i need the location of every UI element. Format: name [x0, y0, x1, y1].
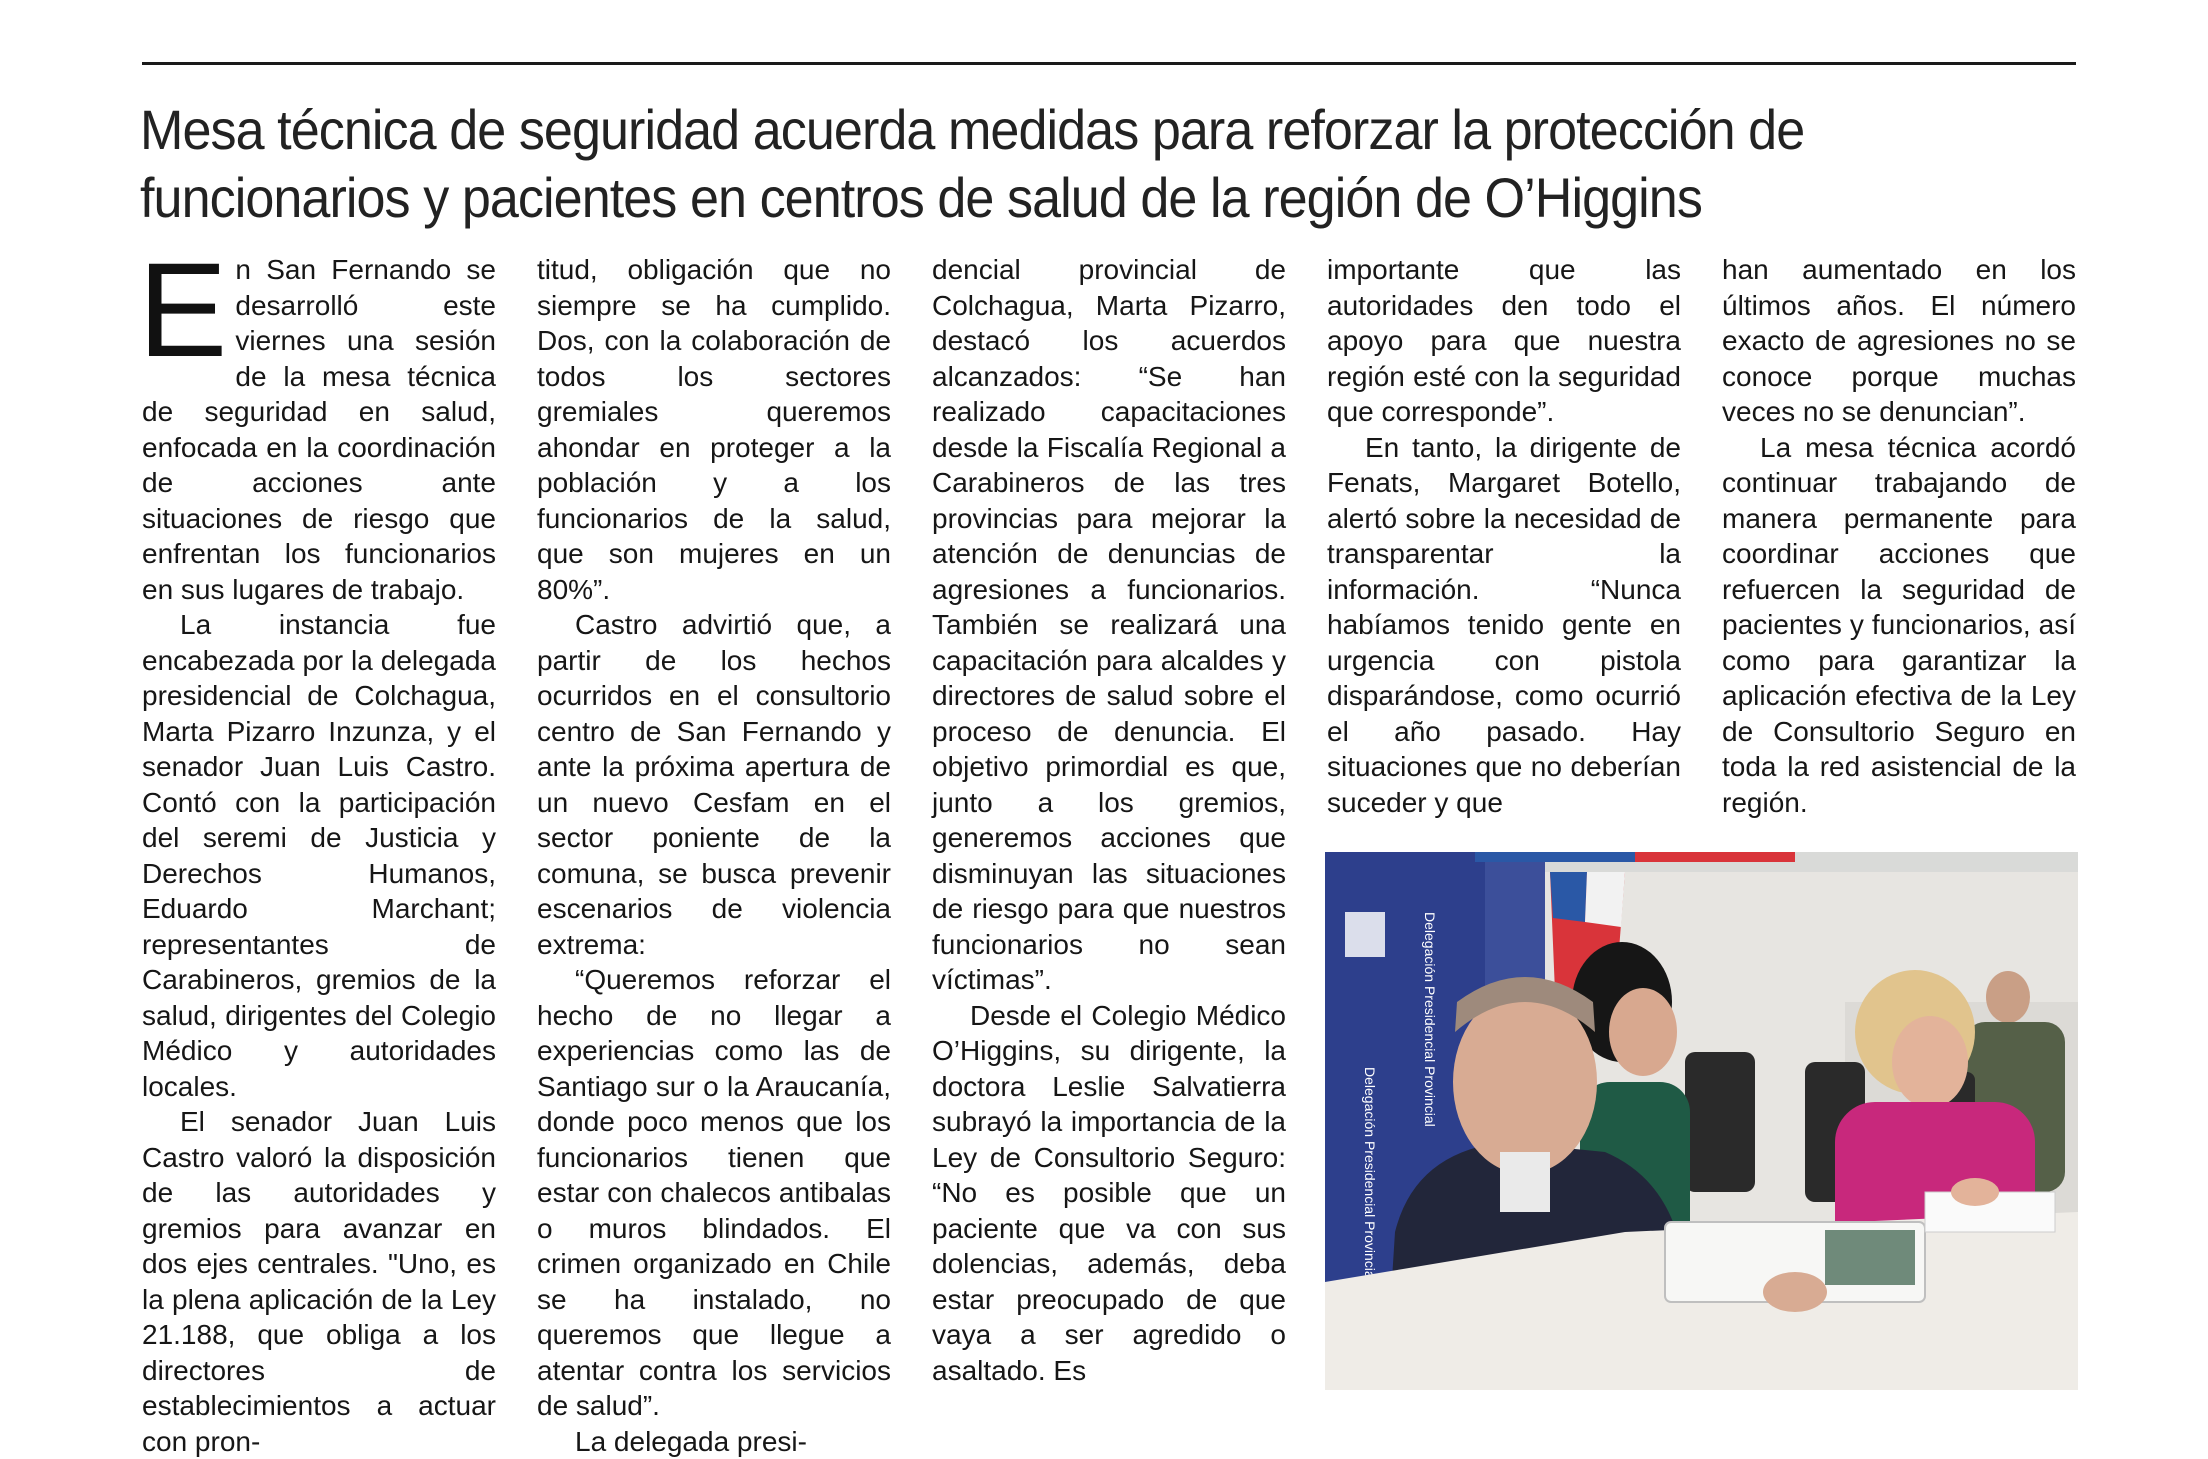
- meeting-photo-illustration: [1325, 852, 2078, 1390]
- paragraph: “Queremos reforzar el hecho de no llegar a experiencias como las de Santiago sur o la Araucanía, donde poco menos que los funcionarios tienen que estar con chalecos antibalas o muros blindados. El crimen organizado en Chile se ha instalado, no queremos que llegue a atentar contra los servicios de salud”.: [537, 962, 891, 1424]
- paragraph: La mesa técnica acordó continuar trabajando de manera permanente para coordinar acciones que refuercen la seguridad de pacientes y funcionarios, así como para garantizar la aplicación efectiva de la Ley de Consultorio Seguro en toda la red asistencial de la región.: [1722, 430, 2076, 821]
- paragraph: importante que las autoridades den todo el apoyo para que nuestra región esté con la seguridad que corresponde”.: [1327, 252, 1681, 430]
- paragraph: dencial provincial de Colchagua, Marta Pizarro, destacó los acuerdos alcanzados: “Se han realizado capacitaciones desde la Fiscalía Regional a Carabineros de las tres provincias para mejorar la atención de denuncias de agresiones a funcionarios. También se realizará una capacitación para alcaldes y directores de salud sobre el proceso de denuncia. El objetivo primordial es que, junto a los gremios, generemos acciones que disminuyan las situaciones de riesgo para que nuestros funcionarios no sean víctimas”.: [932, 252, 1286, 998]
- drop-cap: E: [138, 258, 227, 364]
- text-column-4: [1327, 252, 1681, 820]
- paragraph: han aumentado en los últimos años. El número exacto de agresiones no se conoce porque muchas veces no se denuncian”.: [1722, 252, 2076, 430]
- paragraph: En tanto, la dirigente de Fenats, Margaret Botello, alertó sobre la necesidad de transparentar la información. “Nunca habíamos tenido gente en urgencia con pistola disparándose, como ocurrió el año pasado. Hay situaciones que no deberían suceder y que: [1327, 430, 1681, 821]
- paragraph: Castro advirtió que, a partir de los hechos ocurridos en el consultorio centro de San Fernando y ante la próxima apertura de un nuevo Cesfam en el sector poniente de la comuna, se busca prevenir escenarios de violencia extrema:: [537, 607, 891, 962]
- paragraph: titud, obligación que no siempre se ha cumplido. Dos, con la colaboración de todos los sectores gremiales queremos ahondar en proteger a la población y a los funcionarios de la salud, que son mujeres en un 80%”.: [537, 252, 891, 607]
- text-column-1: [142, 252, 496, 1459]
- meeting-photo: [1325, 852, 2078, 1390]
- text-column-2: [537, 252, 891, 1459]
- top-rule: [142, 62, 2076, 65]
- paragraph: El senador Juan Luis Castro valoró la disposición de las autoridades y gremios para avanzar en dos ejes centrales. "Uno, es la plena aplicación de la Ley 21.188, que obliga a los directores de establecimientos a actuar con pron-: [142, 1104, 496, 1459]
- paragraph: La instancia fue encabezada por la delegada presidencial de Colchagua, Marta Pizarro Inzunza, y el senador Juan Luis Castro. Contó con la participación del seremi de Justicia y Derechos Humanos, Eduardo Marchant; representantes de Carabineros, gremios de la salud, dirigentes del Colegio Médico y autoridades locales.: [142, 607, 496, 1104]
- banner-text-top: Delegación Presidencial Provincial: [1422, 912, 1438, 1127]
- text-column-3: [932, 252, 1286, 1388]
- paragraph: La delegada presi-: [537, 1424, 891, 1459]
- paragraph: Desde el Colegio Médico O’Higgins, su dirigente, la doctora Leslie Salvatierra subrayó la importancia de la Ley de Consultorio Seguro: “No es posible que un paciente que va con sus dolencias, además, deba estar preocupado de que vaya a ser agredido o asaltado. Es: [932, 998, 1286, 1389]
- lead-paragraph: [142, 252, 496, 607]
- text-column-5: [1722, 252, 2076, 820]
- lead-text: n San Fernando se desarrolló este viernes una sesión de la mesa técnica de seguridad en salud, enfocada en la coordinación de acciones ante situaciones de riesgo que enfrentan los funcionarios en sus lugares de trabajo.: [142, 254, 496, 605]
- banner-text-bottom: Delegación Presidencial Provincial: [1362, 1067, 1378, 1282]
- headline: Mesa técnica de seguridad acuerda medidas para reforzar la protección de funcionarios y pacientes en centros de salud de la región de O’Higgins: [140, 96, 1963, 232]
